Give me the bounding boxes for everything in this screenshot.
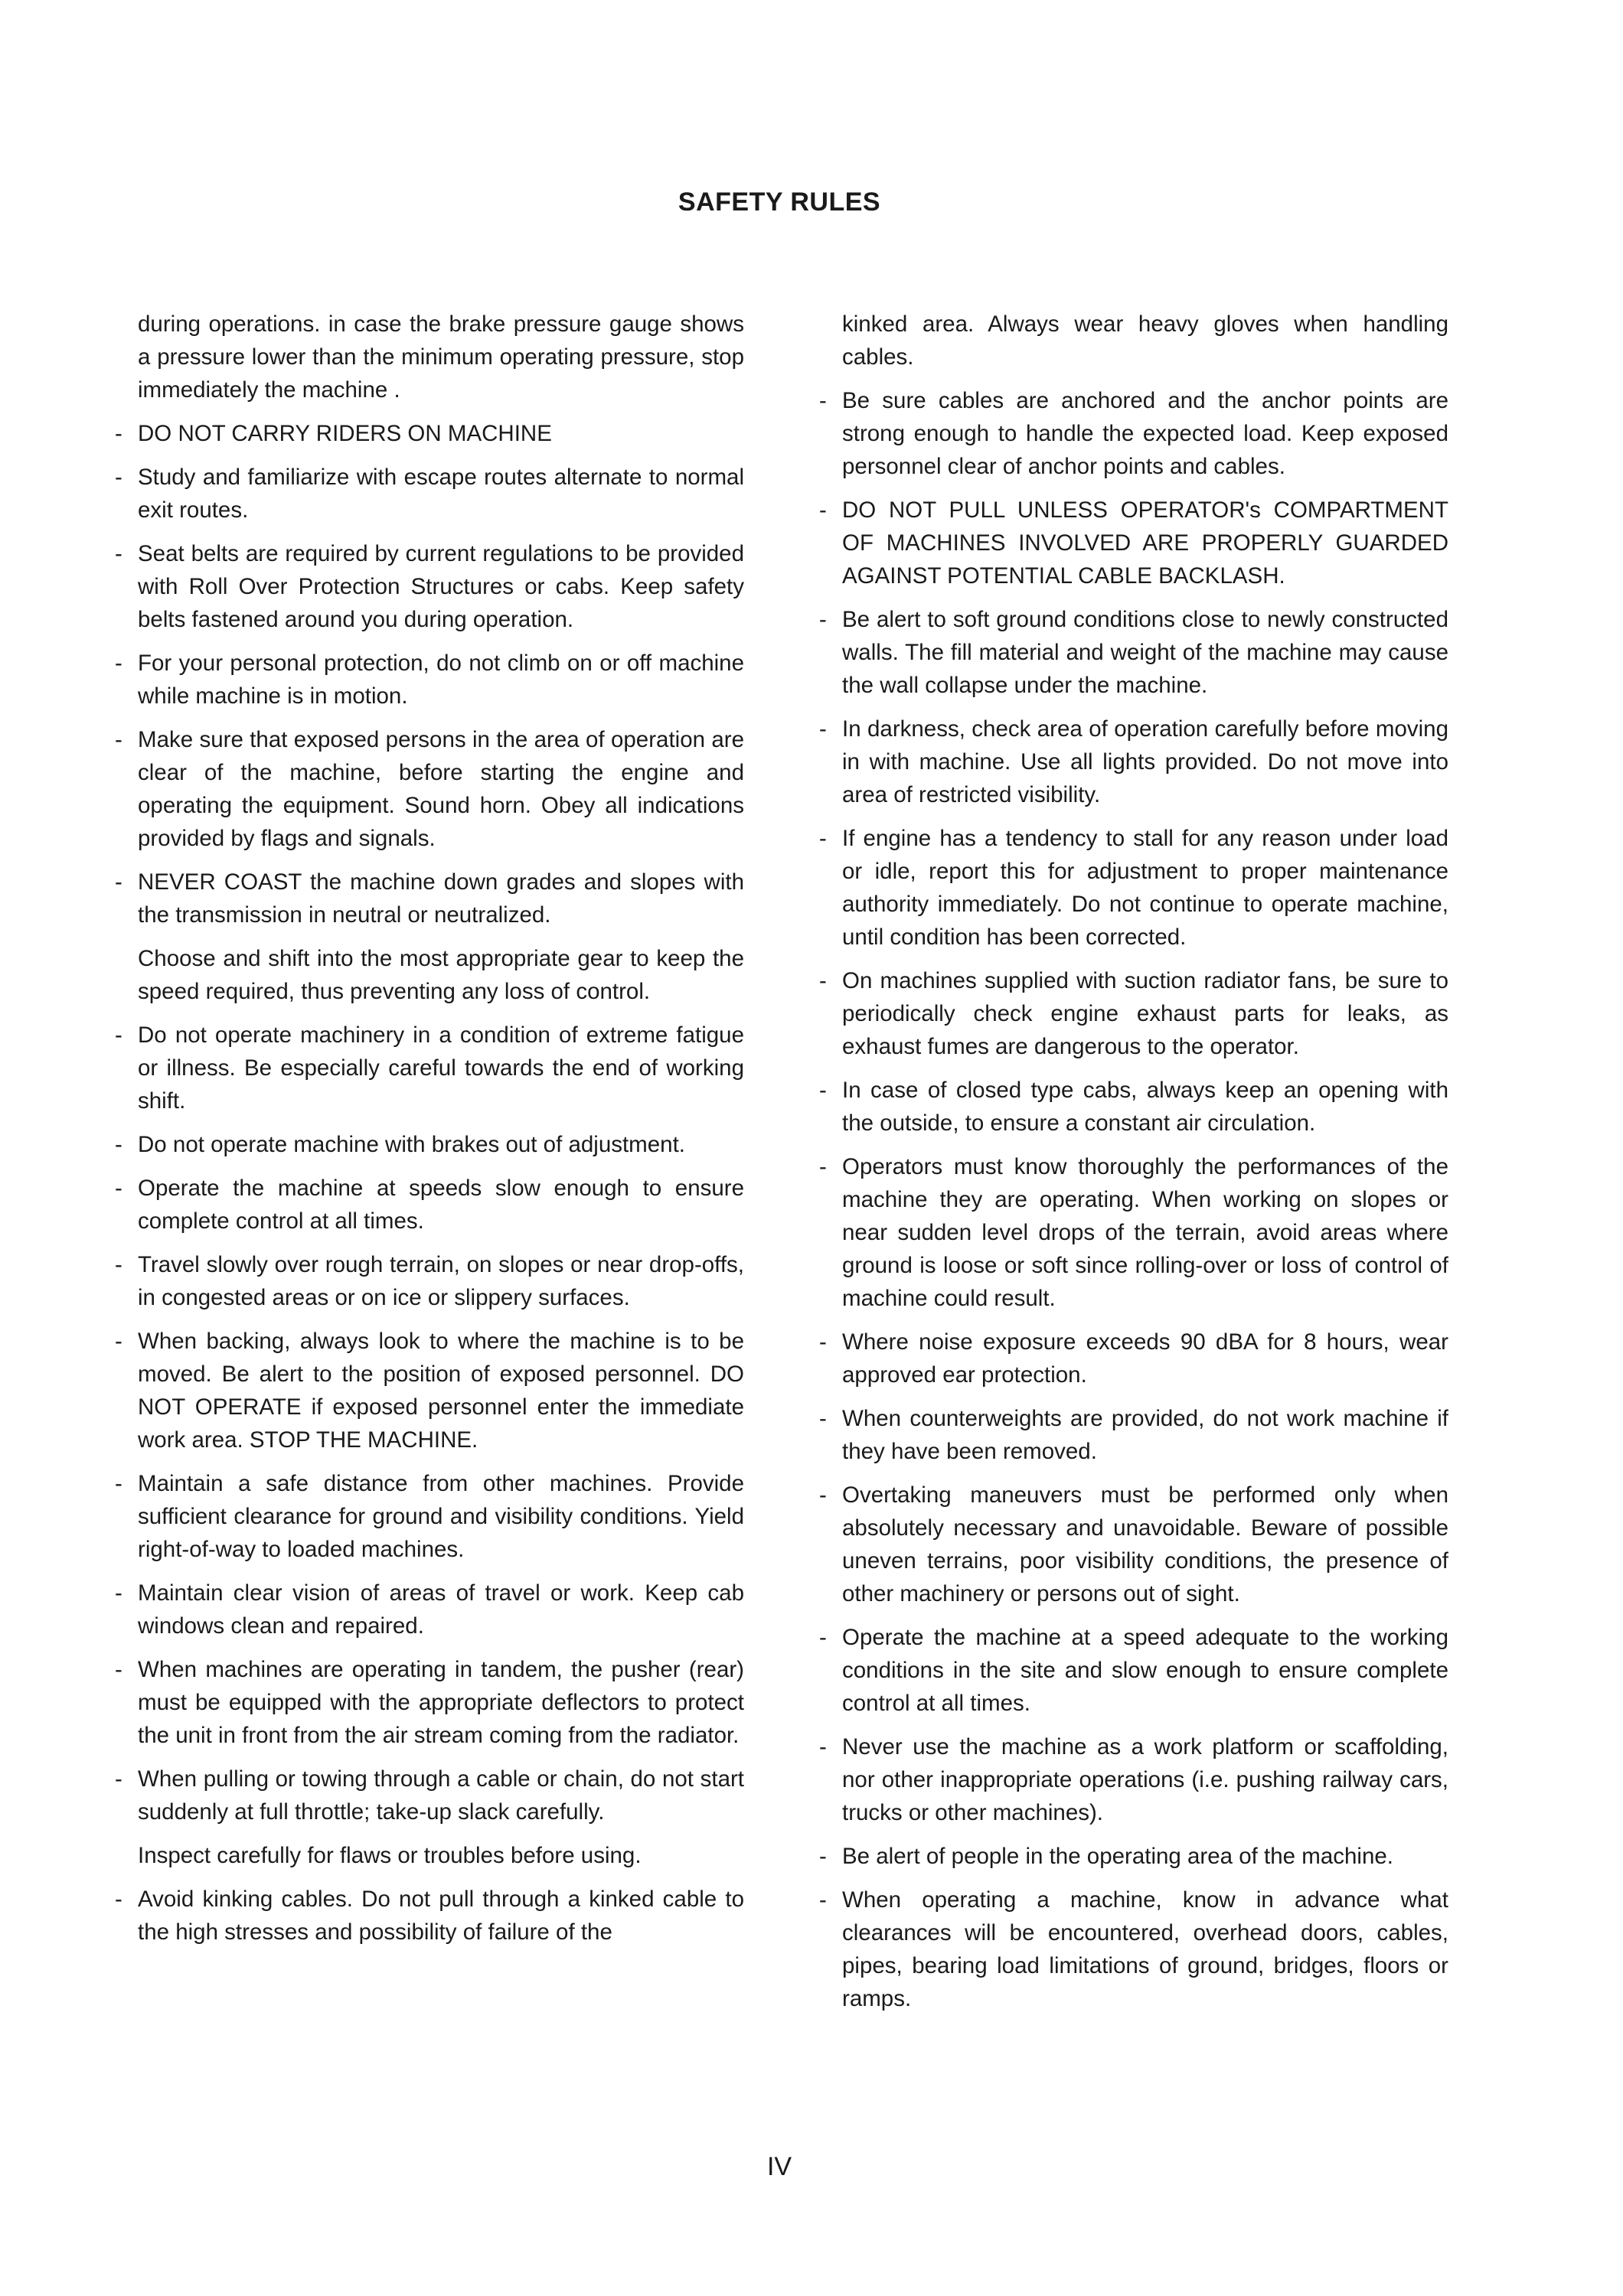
safety-rule-item: - Study and familiarize with escape routes alternate to normal exit routes. (138, 461, 744, 527)
safety-rule-item: - Be alert of people in the operating area of the machine. (842, 1840, 1448, 1873)
safety-rule-item: - On machines supplied with suction radiator fans, be sure to periodically check engine exhaust parts for leaks, as exhaust fumes are dangerous to the operator. (842, 964, 1448, 1063)
safety-rule-item: - When counterweights are provided, do not work machine if they have been removed. (842, 1402, 1448, 1468)
safety-rule-item: - Operators must know thoroughly the performances of the machine they are operating. When working on slopes or near sudden level drops of the terrain, avoid areas where ground is loose or soft since rolling-over or loss of control of machine could result. (842, 1150, 1448, 1315)
safety-rule-item: - Never use the machine as a work platform or scaffolding, nor other inappropriate operations (i.e. pushing railway cars, trucks or other machines). (842, 1730, 1448, 1829)
right-column (842, 308, 1448, 2026)
safety-rule-item: - Do not operate machine with brakes out of adjustment. (138, 1128, 744, 1161)
safety-rule-item: - Be sure cables are anchored and the anchor points are strong enough to handle the expected load. Keep exposed personnel clear of anchor points and cables. (842, 384, 1448, 483)
safety-rule-item: - When operating a machine, know in advance what clearances will be encountered, overhead doors, cables, pipes, bearing load limitations of ground, bridges, floors or ramps. (842, 1883, 1448, 2015)
safety-rule-item: - Where noise exposure exceeds 90 dBA for 8 hours, wear approved ear protection. (842, 1326, 1448, 1391)
safety-rule-item: - Overtaking maneuvers must be performed only when absolutely necessary and unavoidable. Beware of possible uneven terrains, poor visibility conditions, the presence of other machinery or persons out of sight. (842, 1479, 1448, 1610)
safety-rule-paragraph: kinked area. Always wear heavy gloves when handling cables. (842, 311, 1448, 370)
safety-rule-item: - Seat belts are required by current regulations to be provided with Roll Over Protection Structures or cabs. Keep safety belts fastened around you during operation. (138, 537, 744, 636)
safety-rule-item: - Maintain a safe distance from other machines. Provide sufficient clearance for ground and visibility conditions. Yield right-of-way to loaded machines. (138, 1467, 744, 1566)
safety-rule-item: - Travel slowly over rough terrain, on slopes or near drop-offs, in congested areas or on ice or slippery surfaces. (138, 1248, 744, 1314)
safety-rule-item: - When backing, always look to where the machine is to be moved. Be alert to the position of exposed personnel. DO NOT OPERATE if exposed personnel enter the immediate work area. STOP THE MACHINE. (138, 1325, 744, 1456)
safety-rule-item: - DO NOT CARRY RIDERS ON MACHINE (138, 417, 744, 450)
safety-rule-paragraph: Choose and shift into the most appropriate gear to keep the speed required, thus preventing any loss of control. (138, 946, 744, 1004)
safety-rule-item: - Make sure that exposed persons in the area of operation are clear of the machine, before starting the engine and operating the equipment. Sound horn. Obey all indications provided by flags and signals. (138, 723, 744, 855)
safety-rule-paragraph: Inspect carefully for flaws or troubles before using. (138, 1843, 642, 1868)
safety-rule-item: - Be alert to soft ground conditions close to newly constructed walls. The fill material and weight of the machine may cause the wall collapse under the machine. (842, 603, 1448, 702)
safety-rule-item: - In darkness, check area of operation carefully before moving in with machine. Use all lights provided. Do not move into area of restricted visibility. (842, 713, 1448, 811)
safety-rule-item: - Operate the machine at a speed adequate to the working conditions in the site and slow enough to ensure complete control at all times. (842, 1621, 1448, 1720)
safety-rule-item: - When pulling or towing through a cable or chain, do not start suddenly at full throttle; take-up slack carefully. (138, 1763, 744, 1828)
left-column (138, 308, 744, 1959)
safety-rule-item: - DO NOT PULL UNLESS OPERATOR's COMPARTMENT OF MACHINES INVOLVED ARE PROPERLY GUARDED AGAINST POTENTIAL CABLE BACKLASH. (842, 494, 1448, 592)
safety-rule-item: - Maintain clear vision of areas of travel or work. Keep cab windows clean and repaired. (138, 1577, 744, 1642)
safety-rule-item: - Do not operate machinery in a condition of extreme fatigue or illness. Be especially careful towards the end of working shift. (138, 1019, 744, 1117)
safety-rule-paragraph: during operations. in case the brake pressure gauge shows a pressure lower than the minimum operating pressure, stop immediately the machine . (138, 311, 744, 403)
page-title: SAFETY RULES (678, 188, 881, 217)
safety-rule-item: - In case of closed type cabs, always keep an opening with the outside, to ensure a constant air circulation. (842, 1074, 1448, 1140)
safety-rule-item: - Avoid kinking cables. Do not pull through a kinked cable to the high stresses and possibility of failure of the (138, 1883, 744, 1949)
safety-rule-item: - If engine has a tendency to stall for any reason under load or idle, report this for adjustment to proper maintenance authority immediately. Do not continue to operate machine, until condition has been corrected. (842, 822, 1448, 954)
safety-rule-item: - When machines are operating in tandem, the pusher (rear) must be equipped with the appropriate deflectors to protect the unit in front from the air stream coming from the radiator. (138, 1653, 744, 1752)
safety-rule-item: - Operate the machine at speeds slow enough to ensure complete control at all times. (138, 1172, 744, 1238)
safety-rule-item: - For your personal protection, do not climb on or off machine while machine is in motion. (138, 647, 744, 713)
page-number: IV (766, 2152, 792, 2181)
safety-rule-item: - NEVER COAST the machine down grades and slopes with the transmission in neutral or neutralized. (138, 866, 744, 931)
